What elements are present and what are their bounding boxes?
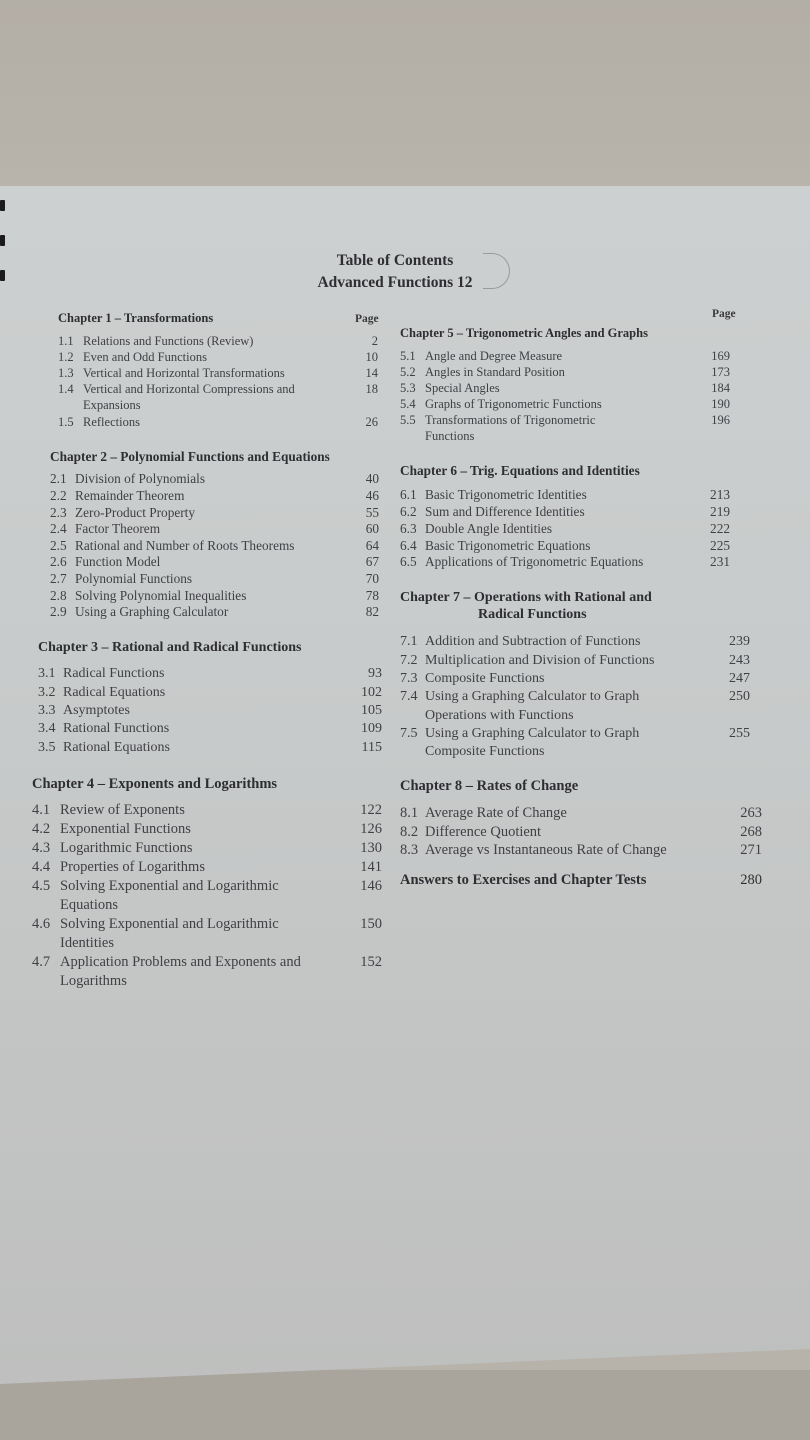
entry-page: 231 xyxy=(710,554,730,570)
entry-page: 67 xyxy=(365,554,379,570)
entry-page: 78 xyxy=(365,587,379,603)
toc-entry xyxy=(400,841,762,860)
toc-entry xyxy=(400,364,730,380)
entry-page: 70 xyxy=(365,570,379,586)
entry-number: 4.6 xyxy=(32,916,51,933)
entry-page: 173 xyxy=(711,364,730,379)
entry-title: Review of Exponents xyxy=(60,802,185,819)
toc-entry xyxy=(400,487,730,504)
entry-title: Multiplication and Division of Functions xyxy=(425,652,655,668)
toc-entry xyxy=(58,414,378,430)
toc-entry xyxy=(50,571,379,588)
entry-title: Logarithmic Functions xyxy=(60,840,193,857)
entry-number: 2.9 xyxy=(50,604,67,620)
document-subtitle: Advanced Functions 12 xyxy=(317,274,473,291)
toc-entry xyxy=(400,670,750,688)
page-column-label-right: Page xyxy=(712,308,736,320)
entry-number: 7.2 xyxy=(400,652,418,668)
entry-title: Double Angle Identities xyxy=(425,520,553,536)
toc-entry xyxy=(58,349,378,365)
entry-title: Average Rate of Change xyxy=(425,805,567,822)
toc-entry xyxy=(32,877,382,915)
entry-page: 64 xyxy=(365,537,379,553)
entry-number: 6.2 xyxy=(400,503,417,519)
entry-title: Using a Graphing Calculator to Graph Operations with Functions xyxy=(425,689,640,723)
entry-title: Addition and Subtraction of Functions xyxy=(425,634,641,650)
chapter-8 xyxy=(400,778,762,888)
entry-page: 130 xyxy=(360,840,382,857)
entry-page: 263 xyxy=(740,805,762,822)
entry-number: 1.3 xyxy=(58,366,74,380)
entry-page: 219 xyxy=(710,503,730,519)
entry-number: 6.1 xyxy=(400,487,417,503)
toc-entry xyxy=(400,380,730,396)
entry-title: Sum and Difference Identities xyxy=(425,503,585,519)
entry-number: 5.2 xyxy=(400,364,416,379)
entry-title: Remainder Theorem xyxy=(75,488,185,503)
entry-title: Graphs of Trigonometric Functions xyxy=(425,396,602,411)
entry-title: Basic Trigonometric Equations xyxy=(425,537,591,553)
toc-entry xyxy=(38,720,382,738)
entry-page: 247 xyxy=(729,670,750,686)
toc-entry xyxy=(32,839,382,858)
toc-entry xyxy=(50,554,379,571)
entry-number: 1.5 xyxy=(58,414,74,429)
entry-number: 6.5 xyxy=(400,554,417,570)
toc-entry xyxy=(400,688,750,725)
document-header xyxy=(250,250,540,294)
binder-mark xyxy=(0,270,5,281)
entry-page: 109 xyxy=(361,721,382,737)
toc-entry xyxy=(400,633,750,651)
entry-page: 46 xyxy=(365,488,379,503)
chapter-title: Chapter 8 – Rates of Change xyxy=(400,778,579,795)
entry-page: 55 xyxy=(365,504,379,520)
toc-entry xyxy=(400,396,730,412)
toc-entry xyxy=(50,538,379,555)
binder-clip-marks xyxy=(0,200,5,305)
entry-number: 4.7 xyxy=(32,954,51,971)
entry-title: Solving Exponential and Logarithmic Equations xyxy=(60,878,279,914)
toc-entry xyxy=(400,725,750,762)
toc-entry xyxy=(400,348,730,364)
entry-page: 105 xyxy=(361,702,382,718)
entry-page: 190 xyxy=(711,396,730,411)
entry-title: Solving Exponential and Logarithmic Identities xyxy=(60,916,279,952)
chapter-title: Chapter 6 – Trig. Equations and Identities xyxy=(400,462,640,478)
entry-title: Using a Graphing Calculator xyxy=(75,604,229,620)
entry-number: 5.3 xyxy=(400,380,416,395)
entry-title: Polynomial Functions xyxy=(75,570,193,586)
toc-entry xyxy=(32,801,382,820)
entry-number: 5.4 xyxy=(400,396,416,411)
entry-number: 2.2 xyxy=(50,488,67,503)
entry-title: Relations and Functions (Review) xyxy=(83,333,254,348)
entry-page: 102 xyxy=(361,684,382,700)
entry-number: 1.4 xyxy=(58,382,74,397)
entry-number: 2.8 xyxy=(50,587,67,603)
entry-page: 184 xyxy=(711,380,730,395)
entry-page: 152 xyxy=(360,954,382,971)
chapter-1 xyxy=(24,310,378,430)
entry-number: 8.1 xyxy=(400,805,419,822)
chapter-6 xyxy=(400,463,730,572)
entry-number: 6.3 xyxy=(400,520,417,536)
entry-title: Exponential Functions xyxy=(60,821,191,838)
entry-number: 3.4 xyxy=(38,721,56,737)
entry-number: 1.2 xyxy=(58,349,74,364)
entry-number: 3.5 xyxy=(38,739,56,755)
toc-entry xyxy=(50,505,379,522)
entry-page: 243 xyxy=(729,652,750,668)
toc-entry xyxy=(38,702,382,720)
toc-entry xyxy=(50,471,379,488)
entry-number: 7.5 xyxy=(400,725,418,741)
table-surface-bottom xyxy=(0,1370,810,1440)
toc-entry xyxy=(400,521,730,538)
entry-title: Vertical and Horizontal Transformations xyxy=(83,366,285,380)
toc-entry xyxy=(58,333,378,349)
chapter-title xyxy=(400,590,750,623)
entry-page: 141 xyxy=(360,859,382,876)
entry-title: Rational Equations xyxy=(63,739,170,755)
entry-page: 250 xyxy=(729,689,750,705)
entry-title: Angle and Degree Measure xyxy=(425,348,563,363)
entry-title: Special Angles xyxy=(425,380,500,395)
chapter-title-line2: Radical Functions xyxy=(478,606,587,622)
entry-title: Rational and Number of Roots Theorems xyxy=(75,537,295,553)
entry-page: 2 xyxy=(371,333,378,348)
entry-title: Function Model xyxy=(75,554,161,570)
entry-title: Asymptotes xyxy=(63,702,130,718)
chapter-3 xyxy=(24,640,382,757)
entry-title: Even and Odd Functions xyxy=(83,349,207,364)
entry-number: 2.3 xyxy=(50,504,67,520)
entry-title: Rational Functions xyxy=(63,721,170,737)
toc-entry xyxy=(50,588,379,605)
toc-entry xyxy=(32,820,382,839)
entry-page: 60 xyxy=(365,521,379,537)
entry-page: 150 xyxy=(360,916,382,933)
entry-page: 255 xyxy=(729,725,750,741)
entry-page: 213 xyxy=(710,487,730,503)
toc-entry xyxy=(32,915,382,953)
entry-title: Radical Equations xyxy=(63,684,166,700)
entry-page: 115 xyxy=(361,739,382,755)
document-title: Table of Contents xyxy=(336,252,454,269)
toc-entry xyxy=(400,823,762,842)
chapter-title-line1: Chapter 7 – Operations with Rational and xyxy=(400,590,652,606)
chapter-7 xyxy=(400,590,750,761)
toc-entry xyxy=(400,412,730,444)
answers-page: 280 xyxy=(740,871,762,888)
entry-page: 239 xyxy=(729,634,750,650)
toc-entry xyxy=(32,953,382,991)
chapter-4 xyxy=(24,776,382,992)
entry-title: Reflections xyxy=(83,414,140,429)
toc-entry xyxy=(400,504,730,521)
entry-title: Division of Polynomials xyxy=(75,471,206,487)
entry-number: 4.1 xyxy=(32,802,51,819)
entry-number: 3.1 xyxy=(38,666,56,682)
entry-title: Vertical and Horizontal Compressions and Expansions xyxy=(83,382,295,413)
entry-page: 268 xyxy=(740,823,762,840)
toc-entry xyxy=(50,521,379,538)
entry-page: 196 xyxy=(711,412,730,427)
entry-page: 225 xyxy=(710,537,730,553)
entry-page: 169 xyxy=(711,348,730,363)
entry-page: 146 xyxy=(360,878,382,895)
entry-number: 2.7 xyxy=(50,570,67,586)
entry-title: Average vs Instantaneous Rate of Change xyxy=(425,842,667,859)
entry-number: 2.5 xyxy=(50,537,67,553)
entry-page: 40 xyxy=(365,471,379,487)
toc-entry xyxy=(400,538,730,555)
entry-number: 4.5 xyxy=(32,878,51,895)
entry-title: Difference Quotient xyxy=(425,823,542,840)
toc-right-column xyxy=(400,305,765,893)
entry-page: 122 xyxy=(360,802,382,819)
entry-title: Application Problems and Exponents and Logarithms xyxy=(60,954,301,990)
entry-number: 2.4 xyxy=(50,521,67,537)
entry-page: 82 xyxy=(365,604,379,620)
toc-left-column xyxy=(24,310,384,996)
entry-number: 7.3 xyxy=(400,670,418,686)
entry-page: 14 xyxy=(365,366,378,380)
entry-number: 8.3 xyxy=(400,842,419,859)
answers-entry xyxy=(400,872,762,889)
entry-page: 10 xyxy=(365,349,378,364)
entry-title: Transformations of Trigonometric Functions xyxy=(425,412,596,443)
toc-entry xyxy=(400,804,762,823)
entry-number: 5.5 xyxy=(400,412,416,427)
binder-mark xyxy=(0,235,5,246)
entry-number: 2.6 xyxy=(50,554,67,570)
entry-title: Radical Functions xyxy=(63,666,165,682)
entry-number: 8.2 xyxy=(400,823,419,840)
entry-page: 126 xyxy=(360,821,382,838)
entry-number: 5.1 xyxy=(400,348,416,363)
entry-number: 4.3 xyxy=(32,840,51,857)
entry-number: 1.1 xyxy=(58,333,74,348)
toc-entry xyxy=(400,554,730,571)
entry-number: 6.4 xyxy=(400,537,417,553)
entry-number: 4.4 xyxy=(32,859,51,876)
toc-entry xyxy=(58,381,378,413)
entry-title: Zero-Product Property xyxy=(75,504,196,520)
entry-page: 93 xyxy=(368,666,382,682)
entry-title: Solving Polynomial Inequalities xyxy=(75,587,247,603)
entry-page: 271 xyxy=(740,842,762,859)
entry-page: 222 xyxy=(710,520,730,536)
chapter-title: Chapter 5 – Trigonometric Angles and Graphs xyxy=(400,326,648,340)
toc-entry xyxy=(50,488,379,505)
toc-entry xyxy=(38,665,382,683)
entry-title: Properties of Logarithms xyxy=(60,859,205,876)
toc-entry xyxy=(400,652,750,670)
entry-number: 7.1 xyxy=(400,634,418,650)
chapter-title: Chapter 2 – Polynomial Functions and Equations xyxy=(50,448,330,464)
chapter-2 xyxy=(24,449,379,621)
entry-number: 4.2 xyxy=(32,821,51,838)
entry-title: Composite Functions xyxy=(425,670,545,686)
entry-title: Using a Graphing Calculator to Graph Composite Functions xyxy=(425,725,640,760)
toc-entry xyxy=(58,365,378,381)
toc-entry xyxy=(38,739,382,757)
entry-number: 3.3 xyxy=(38,702,56,718)
table-surface-top xyxy=(0,0,810,200)
toc-entry xyxy=(32,858,382,877)
toc-entry xyxy=(38,684,382,702)
answers-title: Answers to Exercises and Chapter Tests xyxy=(400,871,647,888)
chapter-title: Chapter 1 – Transformations xyxy=(58,311,214,325)
toc-entry xyxy=(50,604,379,621)
chapter-title: Chapter 4 – Exponents and Logarithms xyxy=(32,775,278,792)
entry-number: 7.4 xyxy=(400,689,418,705)
entry-title: Factor Theorem xyxy=(75,521,161,537)
entry-title: Basic Trigonometric Identities xyxy=(425,487,587,503)
binder-mark xyxy=(0,200,5,211)
entry-page: 26 xyxy=(365,414,378,429)
entry-number: 2.1 xyxy=(50,471,67,487)
entry-title: Angles in Standard Position xyxy=(425,364,565,379)
entry-number: 3.2 xyxy=(38,684,56,700)
chapter-title: Chapter 3 – Rational and Radical Functions xyxy=(38,639,302,655)
entry-page: 18 xyxy=(365,382,378,397)
chapter-5 xyxy=(400,305,730,444)
page-column-label-left: Page xyxy=(355,313,379,325)
entry-title: Applications of Trigonometric Equations xyxy=(425,554,644,570)
